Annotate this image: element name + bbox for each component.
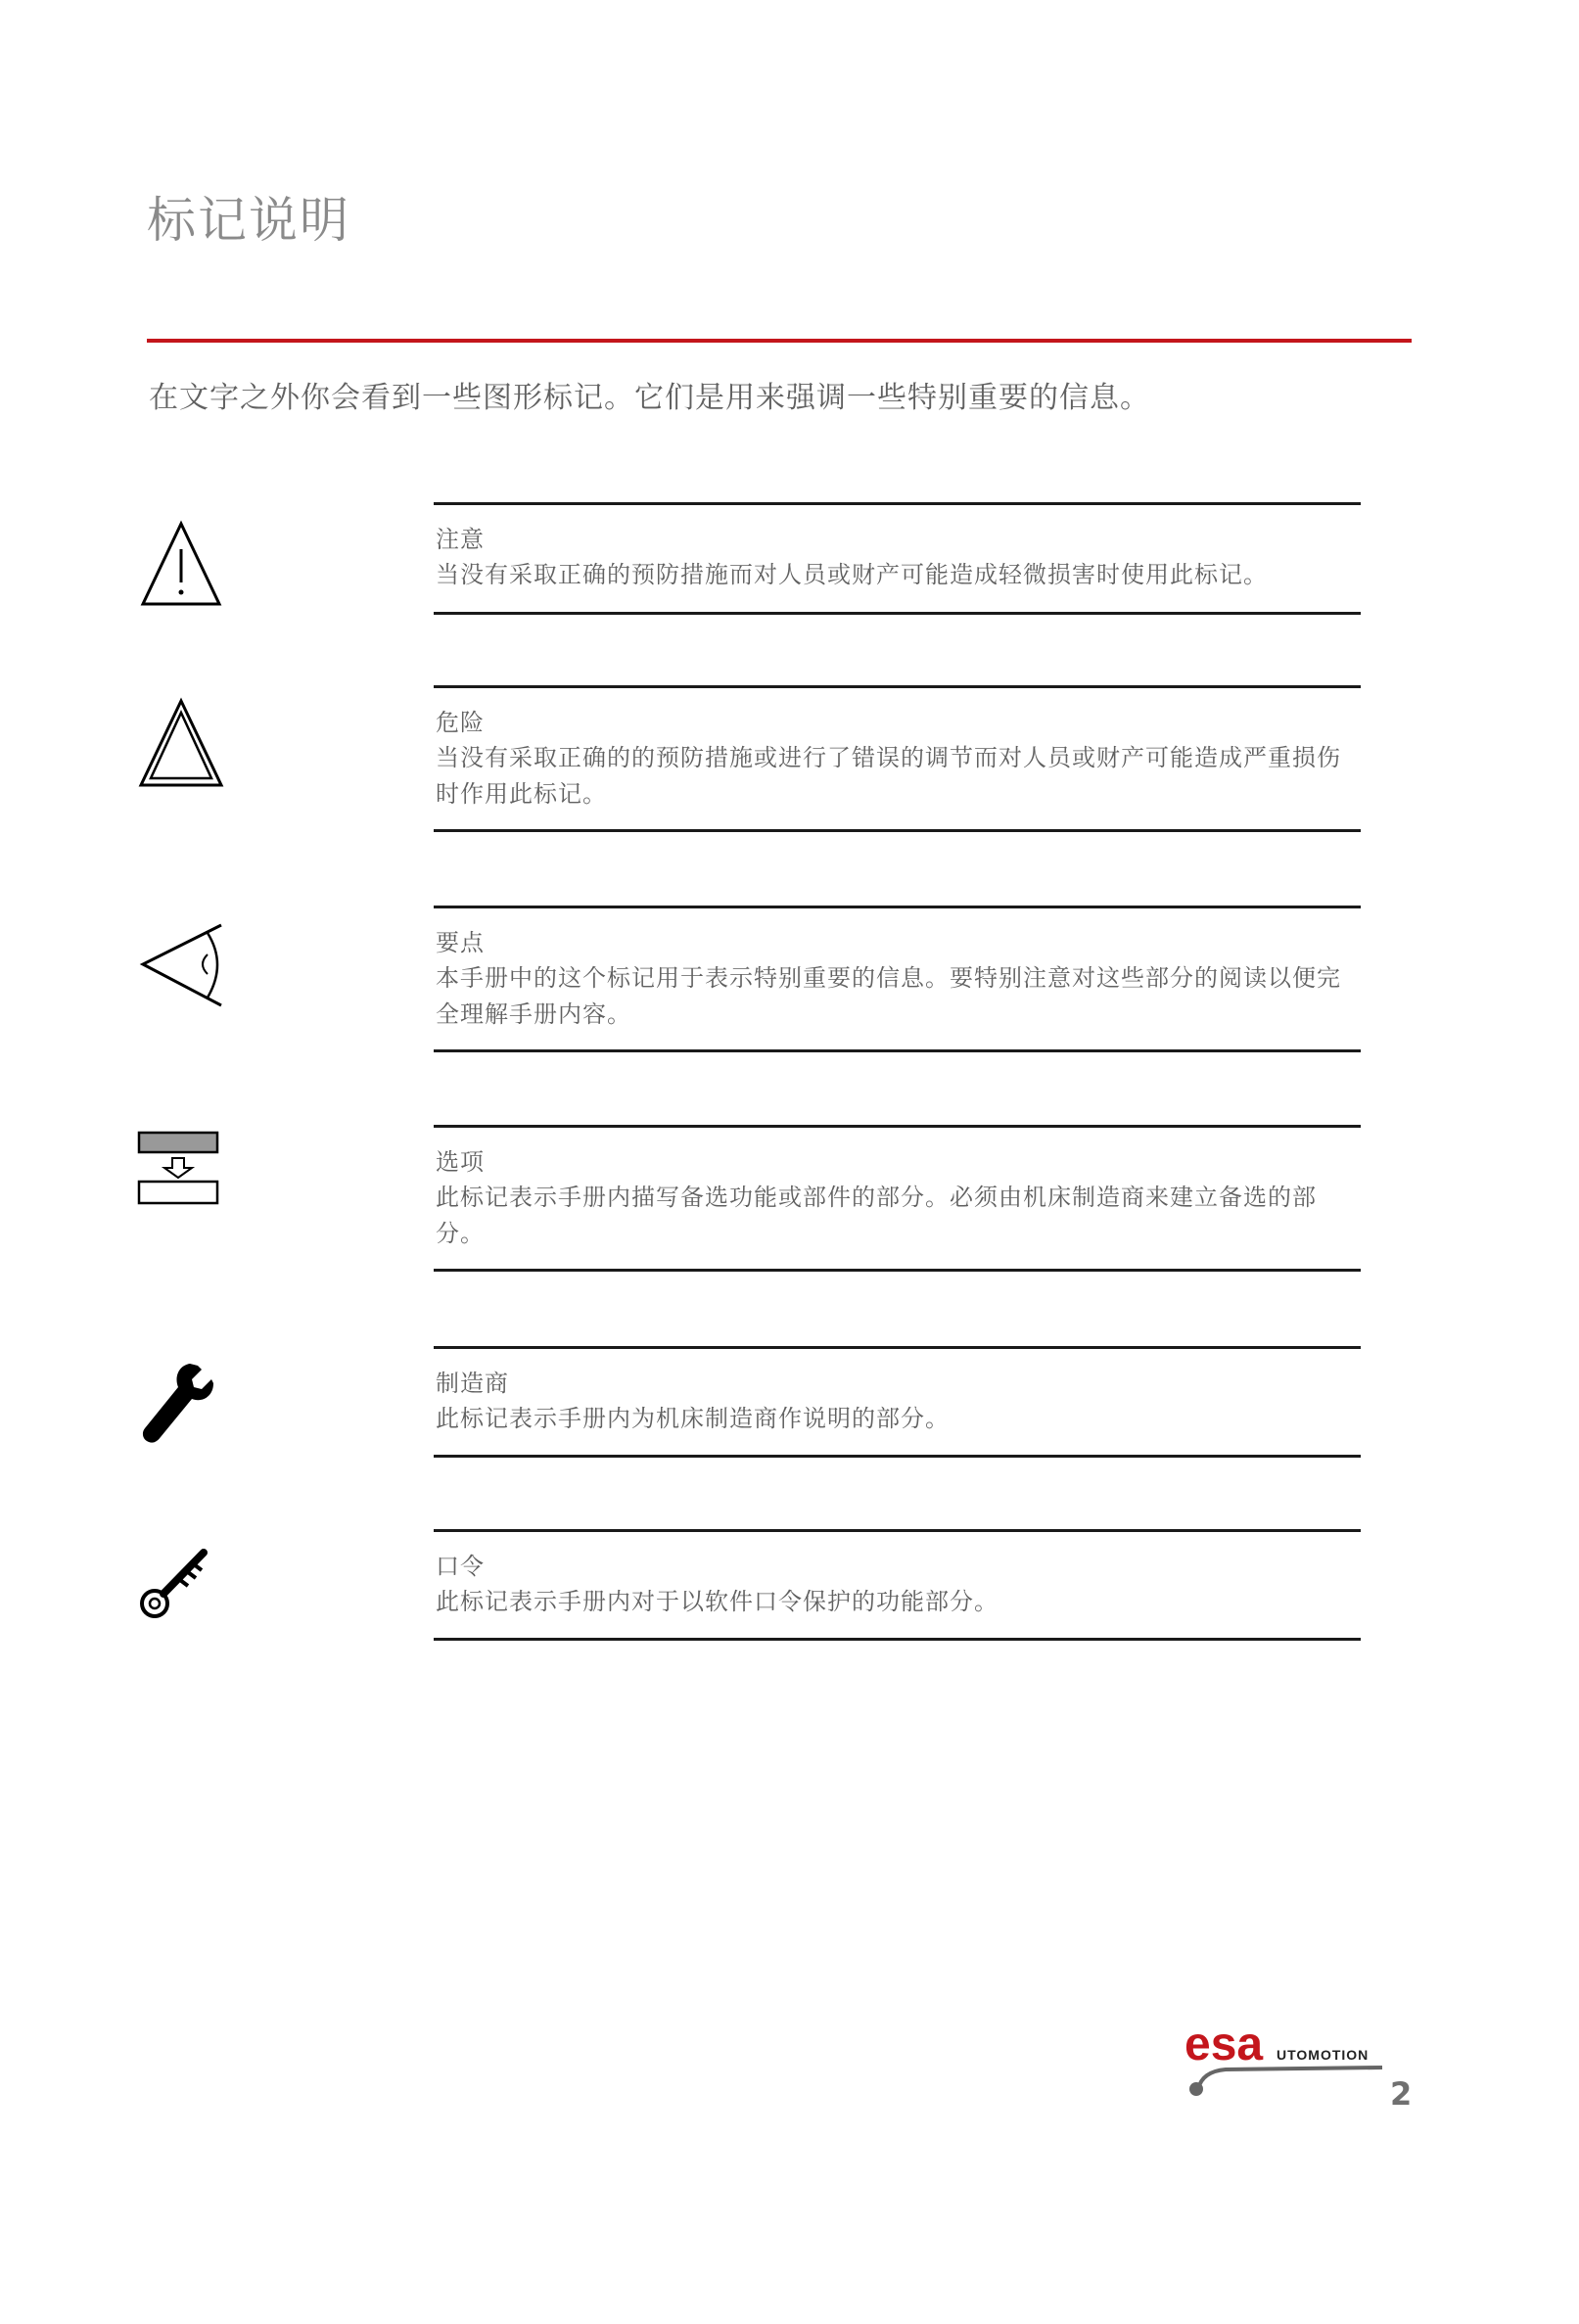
logo-text: esa — [1184, 2019, 1264, 2070]
caution-triangle-icon — [137, 516, 225, 614]
symbol-description: 当没有采取正确的的预防措施或进行了错误的调节而对人员或财产可能造成严重损伤时作用此标记。 — [436, 743, 1341, 808]
page-number: 2 — [1390, 2075, 1413, 2113]
symbol-label: 注意 — [436, 526, 485, 553]
symbol-label: 要点 — [436, 929, 485, 956]
symbol-box-manufacturer — [434, 1346, 1361, 1458]
option-insert-icon — [137, 1131, 219, 1209]
esa-automotion-logo — [1183, 2015, 1384, 2097]
symbol-box-caution — [434, 502, 1361, 615]
symbol-box-option — [434, 1125, 1361, 1272]
danger-triangle-icon — [137, 695, 225, 793]
key-icon — [137, 1543, 211, 1621]
wrench-icon — [137, 1360, 215, 1448]
intro-paragraph: 在文字之外你会看到一些图形标记。它们是用来强调一些特别重要的信息。 — [149, 381, 1150, 415]
symbol-box-password — [434, 1529, 1361, 1641]
symbol-label: 选项 — [436, 1148, 485, 1176]
symbol-description: 本手册中的这个标记用于表示特别重要的信息。要特别注意对这些部分的阅读以便完全理解手册内容。 — [436, 963, 1341, 1028]
symbol-description: 此标记表示手册内描写备选功能或部件的部分。必须由机床制造商来建立备选的部分。 — [436, 1183, 1317, 1247]
symbol-label: 制造商 — [436, 1370, 509, 1397]
symbol-description: 此标记表示手册内对于以软件口令保护的功能部分。 — [436, 1587, 998, 1615]
symbol-description: 此标记表示手册内为机床制造商作说明的部分。 — [436, 1404, 950, 1432]
title-divider — [147, 339, 1412, 343]
eye-icon — [137, 917, 225, 1015]
logo-subtext: UTOMOTION — [1277, 2047, 1370, 2063]
symbol-label: 口令 — [436, 1553, 485, 1580]
symbol-box-keypoint — [434, 906, 1361, 1052]
symbol-label: 危险 — [436, 709, 485, 736]
symbol-description: 当没有采取正确的预防措施而对人员或财产可能造成轻微损害时使用此标记。 — [436, 560, 1268, 588]
page-title: 标记说明 — [147, 192, 350, 249]
symbol-box-danger — [434, 685, 1361, 832]
